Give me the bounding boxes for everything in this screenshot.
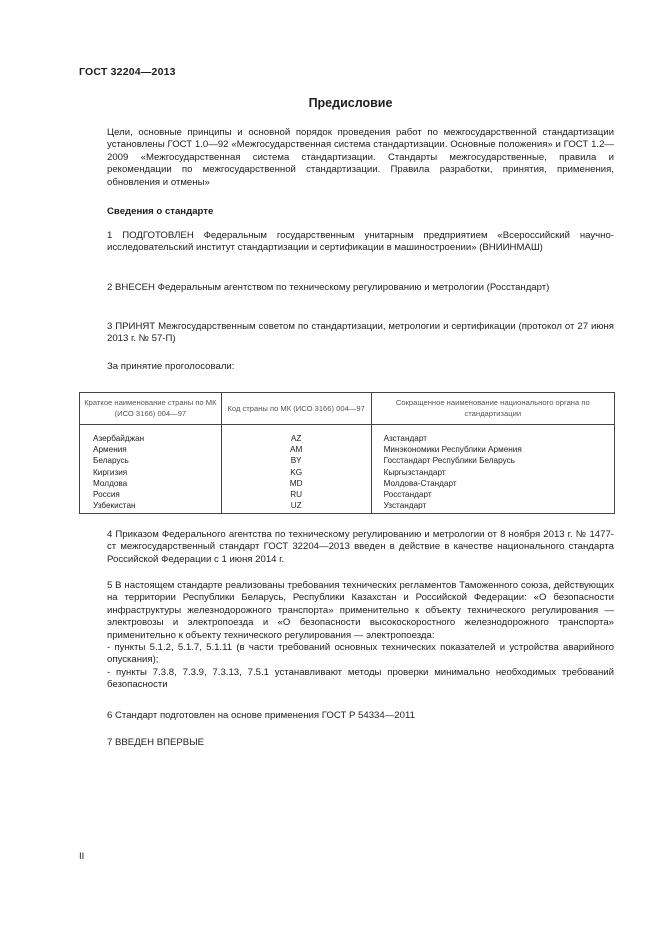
table-row <box>80 478 615 489</box>
table-header-country: Краткое наименование страны по МК (ИСО 3166) 004—97 <box>80 393 222 425</box>
table-cell-body: Молдова-Стандарт <box>371 478 614 489</box>
item-5-bullet-1: - пункты 5.1.2, 5.1.7, 5.1.11 (в части требований основных технических показателей и устройства аварийного опускания); <box>107 642 614 666</box>
table-header-row <box>80 393 615 425</box>
item-3-paragraph <box>79 321 614 346</box>
table-row <box>80 467 615 478</box>
table-cell-body: Азстандарт <box>371 425 614 445</box>
table-cell-country: Россия <box>80 489 222 500</box>
table-cell-body: Узстандарт <box>371 500 614 514</box>
table-cell-country: Узбекистан <box>80 500 222 514</box>
item-7-paragraph <box>79 737 614 749</box>
item-2-text: 2 ВНЕСЕН Федеральным агентством по техническому регулированию и метрологии (Росстандарт) <box>107 282 550 293</box>
item-1-text: 1 ПОДГОТОВЛЕН Федеральным государственным унитарным предприятием «Всероссийский научно-исследовательский институт стандартизации и сертификации в машиностроении» (ВНИИНМАШ) <box>107 230 614 254</box>
item-3-text: 3 ПРИНЯТ Межгосударственным советом по стандартизации, метрологии и сертификации (протокол от 27 июня 2013 г. № 57-П) <box>107 321 614 345</box>
item-6-paragraph <box>79 710 614 722</box>
table-row <box>80 444 615 455</box>
table-cell-body: Росстандарт <box>371 489 614 500</box>
table-cell-country: Азербайджан <box>80 425 222 445</box>
item-4-text: 4 Приказом Федерального агентства по техническому регулированию и метрологии от 8 ноября 2013 г. № 1477-ст межгосударственный стандарт ГОСТ 32204—2013 введен в действие в качестве национального стандарта Российской Федерации с 1 июня 2014 г. <box>107 529 614 565</box>
table-cell-code: AZ <box>221 425 371 445</box>
table-cell-code: RU <box>221 489 371 500</box>
intro-text: Цели, основные принципы и основной порядок проведения работ по межгосударственной стандартизации установлены ГОСТ 1.0—92 «Межгосударственная система стандартизации. Основные положения» и ГОСТ 1.2—2009 «Межгосударственная система стандартизации. Стандарты межгосударственные, правила и рекомендации по межгосударственной стандартизации. Правила разработки, принятия, применения, обновления и отмены» <box>107 127 614 188</box>
item-5-paragraph <box>79 580 614 692</box>
table-cell-body: Госстандарт Республики Беларусь <box>371 455 614 466</box>
table-cell-country: Армения <box>80 444 222 455</box>
item-2-paragraph <box>79 282 614 294</box>
item-7-text: 7 ВВЕДЕН ВПЕРВЫЕ <box>107 737 205 748</box>
table-cell-code: BY <box>221 455 371 466</box>
page-title <box>0 96 661 110</box>
voted-label: За принятие проголосовали: <box>107 361 235 372</box>
table-cell-country: Беларусь <box>80 455 222 466</box>
table-row <box>80 500 615 514</box>
table-header-body: Сокращенное наименование национального органа по стандартизации <box>371 393 614 425</box>
table-cell-country: Молдова <box>80 478 222 489</box>
table-cell-code: KG <box>221 467 371 478</box>
item-1-paragraph <box>79 230 614 255</box>
table-header-code: Код страны по МК (ИСО 3166) 004—97 <box>221 393 371 425</box>
item-5-bullet-2: - пункты 7.3.8, 7.3.9, 7.3.13, 7.5.1 устанавливают методы проверки минимально необходимых требований безопасности <box>107 666 614 691</box>
table-row <box>80 455 615 466</box>
page-number: II <box>79 851 85 862</box>
intro-paragraph <box>79 127 614 189</box>
table-row <box>80 425 615 445</box>
table-cell-country: Киргизия <box>80 467 222 478</box>
table-cell-body: Минэкономики Республики Армения <box>371 444 614 455</box>
page-title-text: Предисловие <box>308 96 393 110</box>
item-5-text: 5 В настоящем стандарте реализованы требования технических регламентов Таможенного союза, действующих на территории Республики Беларусь, Республики Казахстан и Российской Федерации: «О безопасности инфраструктуры железнодорожного транспорта» применительно к объекту технического регулирования — электровозы и электропоезда и «О безопасности высокоскоростного железнодорожного транспорта» применительно к объекту технического регулирования — электропоезда: <box>107 580 614 641</box>
table-row <box>80 489 615 500</box>
table-cell-code: UZ <box>221 500 371 514</box>
item-4-paragraph <box>79 529 614 566</box>
table-cell-code: MD <box>221 478 371 489</box>
table-cell-body: Кыргызстандарт <box>371 467 614 478</box>
voting-table <box>79 392 615 514</box>
document-header: ГОСТ 32204—2013 <box>79 66 176 78</box>
item-6-text: 6 Стандарт подготовлен на основе применения ГОСТ Р 54334—2011 <box>107 710 415 721</box>
section-heading: Сведения о стандарте <box>107 206 214 217</box>
table-cell-code: AM <box>221 444 371 455</box>
